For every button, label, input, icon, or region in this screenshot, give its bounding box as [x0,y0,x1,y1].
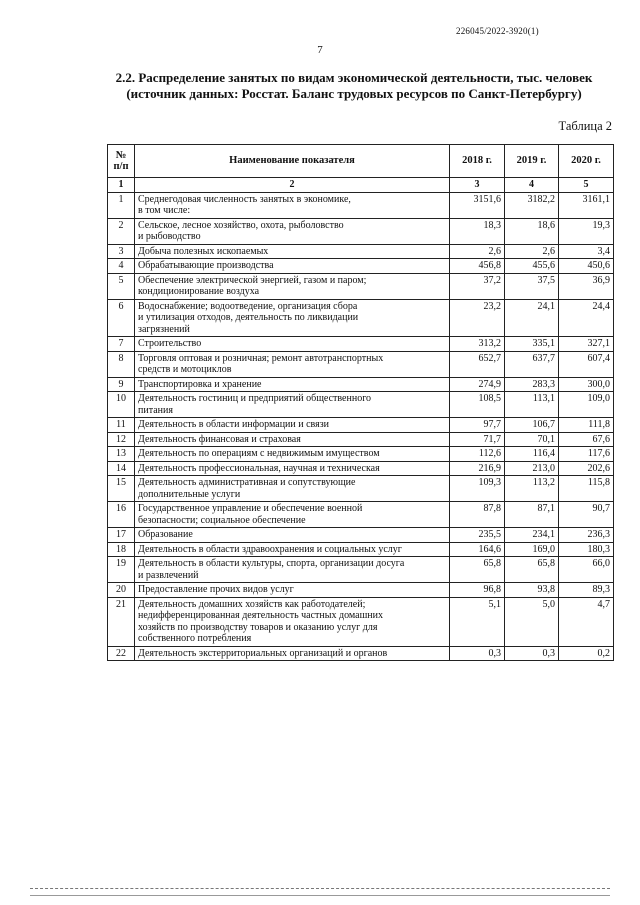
value-2019-cell: 213,0 [505,461,559,476]
value-2020-cell: 0,2 [559,646,614,661]
value-2019-cell: 70,1 [505,432,559,447]
table-row [108,337,614,352]
value-2020-cell: 66,0 [559,557,614,583]
indicator-name-cell: Деятельность гостиниц и предприятий общественного питания [135,392,450,418]
table-row [108,528,614,543]
row-number-cell: 18 [108,542,135,557]
table-row [108,377,614,392]
row-number-cell: 8 [108,351,135,377]
row-number-cell: 16 [108,502,135,528]
value-2020-cell: 19,3 [559,218,614,244]
value-2020-cell: 89,3 [559,583,614,598]
value-2019-cell: 113,2 [505,476,559,502]
table-row [108,542,614,557]
value-2020-cell: 180,3 [559,542,614,557]
header-year-2020: 2020 г. [559,145,614,178]
header-row-number [108,145,135,178]
value-2020-cell: 109,0 [559,392,614,418]
value-2019-cell: 24,1 [505,299,559,337]
indicator-name-cell: Транспортировка и хранение [135,377,450,392]
value-2018-cell: 164,6 [450,542,505,557]
value-2020-cell: 117,6 [559,447,614,462]
indicator-name-cell: Обеспечение электрической энергией, газом и паром; кондиционирование воздуха [135,273,450,299]
value-2019-cell: 2,6 [505,244,559,259]
row-number-cell: 19 [108,557,135,583]
value-2018-cell: 652,7 [450,351,505,377]
table-row [108,273,614,299]
table-row [108,461,614,476]
table-row [108,502,614,528]
row-number-cell: 1 [108,192,135,218]
column-number-row [108,178,614,193]
header-no-symbol: № [115,149,127,161]
indicator-name-cell: Деятельность в области культуры, спорта, организации досуга и развлечений [135,557,450,583]
value-2019-cell: 3182,2 [505,192,559,218]
indicator-name-cell: Обрабатывающие производства [135,259,450,274]
table-row [108,218,614,244]
indicator-name-cell: Предоставление прочих видов услуг [135,583,450,598]
value-2018-cell: 108,5 [450,392,505,418]
row-number-cell: 21 [108,597,135,646]
value-2020-cell: 236,3 [559,528,614,543]
value-2019-cell: 169,0 [505,542,559,557]
table-label: Таблица 2 [558,119,612,133]
table-row [108,597,614,646]
row-number-cell: 6 [108,299,135,337]
indicator-name-cell: Сельское, лесное хозяйство, охота, рыболовство и рыбоводство [135,218,450,244]
value-2018-cell: 216,9 [450,461,505,476]
row-number-cell: 5 [108,273,135,299]
table-row [108,646,614,661]
value-2019-cell: 234,1 [505,528,559,543]
table-row [108,557,614,583]
row-number-cell: 13 [108,447,135,462]
value-2020-cell: 90,7 [559,502,614,528]
value-2019-cell: 18,6 [505,218,559,244]
header-indicator-name: Наименование показателя [135,145,450,178]
value-2020-cell: 450,6 [559,259,614,274]
value-2020-cell: 3161,1 [559,192,614,218]
page-number: 7 [317,44,323,56]
value-2019-cell: 93,8 [505,583,559,598]
value-2020-cell: 115,8 [559,476,614,502]
value-2020-cell: 111,8 [559,418,614,433]
value-2018-cell: 87,8 [450,502,505,528]
value-2019-cell: 283,3 [505,377,559,392]
indicator-name-cell: Образование [135,528,450,543]
value-2019-cell: 113,1 [505,392,559,418]
section-title-line-2: (источник данных: Росстат. Баланс трудовых ресурсов по Санкт-Петербургу) [126,86,582,101]
row-number-cell: 12 [108,432,135,447]
value-2019-cell: 87,1 [505,502,559,528]
row-number-cell: 2 [108,218,135,244]
value-2018-cell: 5,1 [450,597,505,646]
table-header-row [108,145,614,178]
row-number-cell: 4 [108,259,135,274]
section-title [108,70,600,102]
indicator-name-cell: Добыча полезных ископаемых [135,244,450,259]
indicator-name-cell: Деятельность по операциям с недвижимым имуществом [135,447,450,462]
row-number-cell: 10 [108,392,135,418]
table-body [108,192,614,661]
value-2018-cell: 3151,6 [450,192,505,218]
table-row [108,447,614,462]
value-2019-cell: 455,6 [505,259,559,274]
table-row [108,392,614,418]
table-row [108,476,614,502]
employment-table [107,144,614,661]
value-2018-cell: 112,6 [450,447,505,462]
value-2019-cell: 637,7 [505,351,559,377]
value-2018-cell: 18,3 [450,218,505,244]
row-number-cell: 22 [108,646,135,661]
table-row [108,418,614,433]
value-2019-cell: 37,5 [505,273,559,299]
row-number-cell: 9 [108,377,135,392]
indicator-name-cell: Деятельность экстерриториальных организаций и органов [135,646,450,661]
document-id: 226045/2022-3920(1) [456,26,539,36]
row-number-cell: 20 [108,583,135,598]
column-number: 4 [505,178,559,193]
value-2020-cell: 327,1 [559,337,614,352]
indicator-name-cell: Строительство [135,337,450,352]
indicator-name-cell: Деятельность административная и сопутствующие дополнительные услуги [135,476,450,502]
value-2019-cell: 0,3 [505,646,559,661]
table-row [108,244,614,259]
row-number-cell: 15 [108,476,135,502]
indicator-name-cell: Деятельность профессиональная, научная и техническая [135,461,450,476]
header-year-2018: 2018 г. [450,145,505,178]
value-2018-cell: 71,7 [450,432,505,447]
value-2018-cell: 97,7 [450,418,505,433]
value-2018-cell: 37,2 [450,273,505,299]
value-2020-cell: 202,6 [559,461,614,476]
indicator-name-cell: Водоснабжение; водоотведение, организация сбора и утилизация отходов, деятельность по ликвидации загрязнений [135,299,450,337]
column-number: 1 [108,178,135,193]
indicator-name-cell: Деятельность финансовая и страховая [135,432,450,447]
table-row [108,351,614,377]
value-2020-cell: 4,7 [559,597,614,646]
value-2018-cell: 96,8 [450,583,505,598]
value-2019-cell: 106,7 [505,418,559,433]
header-year-2019: 2019 г. [505,145,559,178]
value-2018-cell: 2,6 [450,244,505,259]
row-number-cell: 14 [108,461,135,476]
table-row [108,259,614,274]
value-2019-cell: 116,4 [505,447,559,462]
value-2018-cell: 0,3 [450,646,505,661]
row-number-cell: 17 [108,528,135,543]
value-2018-cell: 313,2 [450,337,505,352]
value-2020-cell: 67,6 [559,432,614,447]
value-2018-cell: 274,9 [450,377,505,392]
indicator-name-cell: Торговля оптовая и розничная; ремонт автотранспортных средств и мотоциклов [135,351,450,377]
value-2018-cell: 23,2 [450,299,505,337]
column-number: 3 [450,178,505,193]
row-number-cell: 7 [108,337,135,352]
column-number: 5 [559,178,614,193]
page-footer-rule [30,888,610,896]
value-2018-cell: 235,5 [450,528,505,543]
value-2020-cell: 36,9 [559,273,614,299]
value-2019-cell: 5,0 [505,597,559,646]
row-number-cell: 11 [108,418,135,433]
value-2020-cell: 300,0 [559,377,614,392]
table-row [108,192,614,218]
column-number: 2 [135,178,450,193]
table-row [108,432,614,447]
value-2020-cell: 24,4 [559,299,614,337]
indicator-name-cell: Деятельность в области информации и связи [135,418,450,433]
value-2020-cell: 607,4 [559,351,614,377]
value-2019-cell: 335,1 [505,337,559,352]
row-number-cell: 3 [108,244,135,259]
indicator-name-cell: Среднегодовая численность занятых в экономике, в том числе: [135,192,450,218]
value-2018-cell: 456,8 [450,259,505,274]
indicator-name-cell: Деятельность домашних хозяйств как работодателей; недифференцированная деятельность частных домашних хозяйств по производству товаров и оказанию услуг для собственного потребления [135,597,450,646]
header-no-abbr: п/п [113,161,129,172]
value-2018-cell: 65,8 [450,557,505,583]
value-2018-cell: 109,3 [450,476,505,502]
table-row [108,299,614,337]
value-2020-cell: 3,4 [559,244,614,259]
indicator-name-cell: Деятельность в области здравоохранения и социальных услуг [135,542,450,557]
value-2019-cell: 65,8 [505,557,559,583]
section-title-line-1: 2.2. Распределение занятых по видам экономической деятельности, тыс. человек [115,70,593,85]
indicator-name-cell: Государственное управление и обеспечение военной безопасности; социальное обеспечение [135,502,450,528]
table-row [108,583,614,598]
